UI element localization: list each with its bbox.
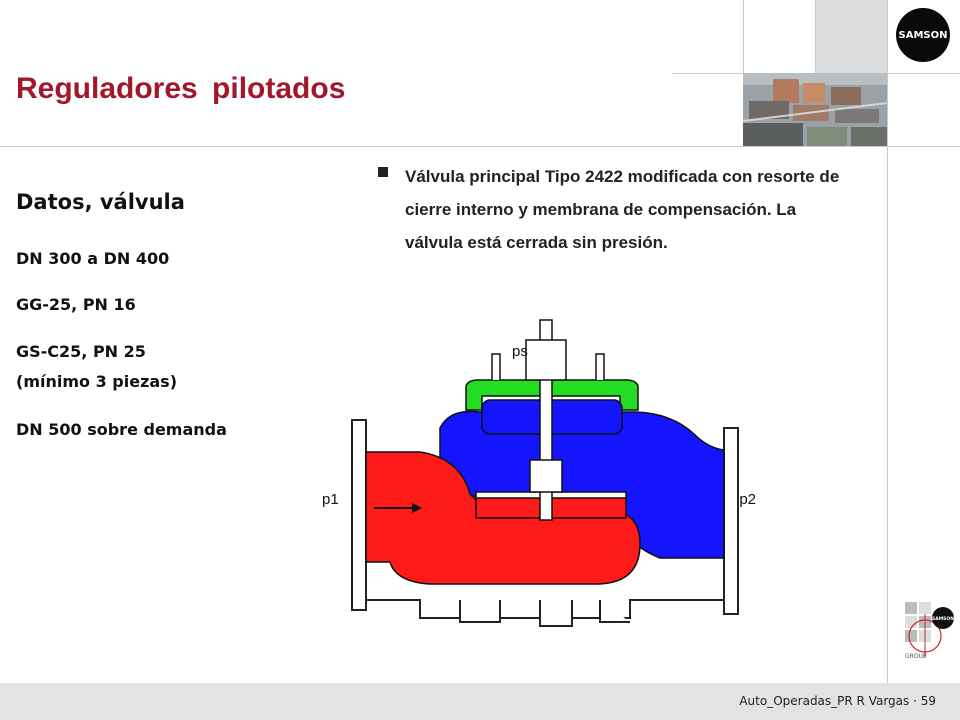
grid-line-vertical <box>815 0 816 73</box>
footer-text: Auto_Operadas_PR R Vargas · 59 <box>739 694 936 708</box>
label-ps: ps <box>512 343 528 360</box>
spring <box>530 460 562 492</box>
label-p2: p2 <box>739 491 756 508</box>
section-heading: Datos, válvula <box>16 190 185 214</box>
slide-title: Reguladores pilotados <box>16 72 346 105</box>
label-p1: p1 <box>322 491 339 508</box>
spec-gsc25: GS-C25, PN 25 <box>16 342 146 361</box>
valve-cross-section-diagram <box>300 300 760 630</box>
spring-housing <box>526 340 566 380</box>
samson-group-logo <box>903 600 955 662</box>
grid-line-vertical <box>887 0 888 683</box>
group-logo-brand: SAMSON <box>931 617 955 622</box>
samson-logo-text: SAMSON <box>898 29 948 41</box>
spec-min-pieces: (mínimo 3 piezas) <box>16 372 178 391</box>
group-logo-sub: GROUP <box>905 653 927 660</box>
samson-logo <box>896 8 950 62</box>
spec-gg25: GG-25, PN 16 <box>16 295 136 314</box>
header-divider-line <box>0 146 960 147</box>
bullet-square-icon <box>378 167 388 177</box>
bullet-text: Válvula principal Tipo 2422 modificada con resorte de cierre interno y membrana de compensación. La válvula está cerrada sin presión. <box>405 167 840 252</box>
spec-dn-range: DN 300 a DN 400 <box>16 249 170 268</box>
header-grey-block <box>815 0 887 73</box>
factory-aerial-photo <box>743 73 887 146</box>
spec-dn500: DN 500 sobre demanda <box>16 420 227 439</box>
